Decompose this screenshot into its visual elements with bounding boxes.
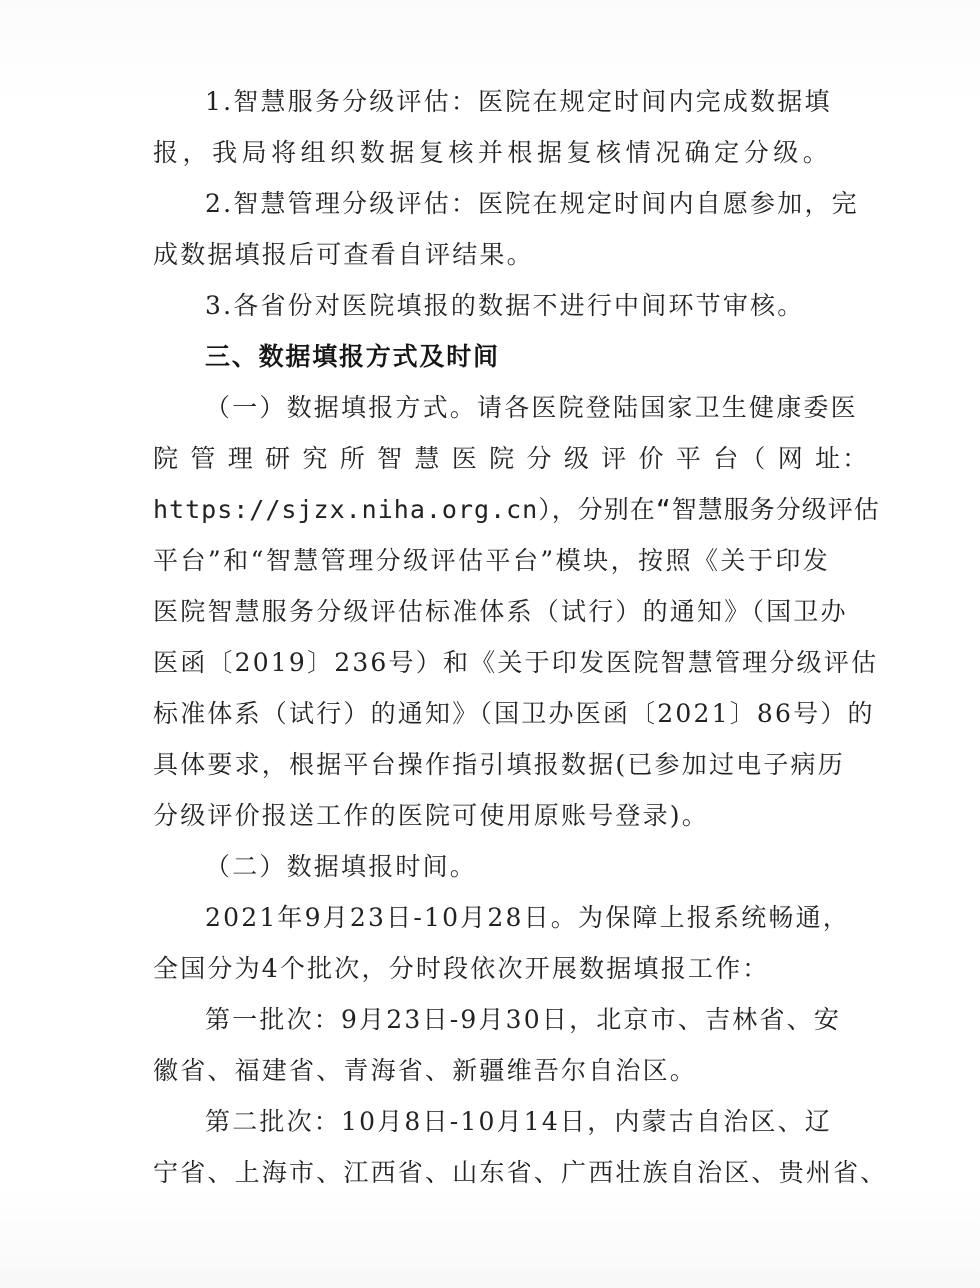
paragraph-line: （二）数据填报时间。 xyxy=(205,852,478,881)
paragraph-line: 第二批次：10月8日-10月14日，内蒙古自治区、辽 xyxy=(205,1107,832,1136)
section-heading: 三、数据填报方式及时间 xyxy=(205,342,500,371)
paragraph-line: 2.智慧管理分级评估：医院在规定时间内自愿参加，完 xyxy=(205,189,859,218)
paragraph-line: https://sjzx.niha.org.cn），分别在“智慧服务分级评估 xyxy=(153,495,880,524)
paragraph-line: 平台”和“智慧管理分级评估平台”模块，按照《关于印发 xyxy=(153,546,830,575)
paragraph-line: 成数据填报后可查看自评结果。 xyxy=(153,240,534,269)
paragraph-line: 徽省、福建省、青海省、新疆维吾尔自治区。 xyxy=(153,1056,698,1085)
paragraph-line: 1.智慧服务分级评估：医院在规定时间内完成数据填 xyxy=(205,87,832,116)
paragraph-line: 3.各省份对医院填报的数据不进行中间环节审核。 xyxy=(205,291,805,320)
paragraph-line: 2021年9月23日-10月28日。为保障上报系统畅通， xyxy=(205,903,851,932)
paragraph-line: 报，我局将组织数据复核并根据复核情况确定分级。 xyxy=(153,138,830,167)
paragraph-line: 全国分为4个批次，分时段依次开展数据填报工作： xyxy=(153,954,770,983)
paragraph-line: 标准体系（试行）的通知》（国卫办医函〔2021〕86号）的 xyxy=(153,699,875,728)
paragraph-line: 医院智慧服务分级评估标准体系（试行）的通知》（国卫办 xyxy=(153,597,848,626)
paragraph-line: 宁省、上海市、江西省、山东省、广西壮族自治区、贵州省、 xyxy=(153,1158,888,1187)
paragraph-line: 具体要求，根据平台操作指引填报数据(已参加过电子病历 xyxy=(153,750,845,779)
paragraph-line: 院 管 理 研 究 所 智 慧 医 院 分 级 评 价 平 台（ 网 址： xyxy=(153,444,870,473)
paragraph-line: 医函〔2019〕236号）和《关于印发医院智慧管理分级评估 xyxy=(153,648,879,677)
paragraph-line: 第一批次：9月23日-9月30日，北京市、吉林省、安 xyxy=(205,1005,842,1034)
paragraph-line: 分级评价报送工作的医院可使用原账号登录)。 xyxy=(153,801,709,830)
paragraph-line: （一）数据填报方式。请各医院登陆国家卫生健康委医 xyxy=(205,393,858,422)
